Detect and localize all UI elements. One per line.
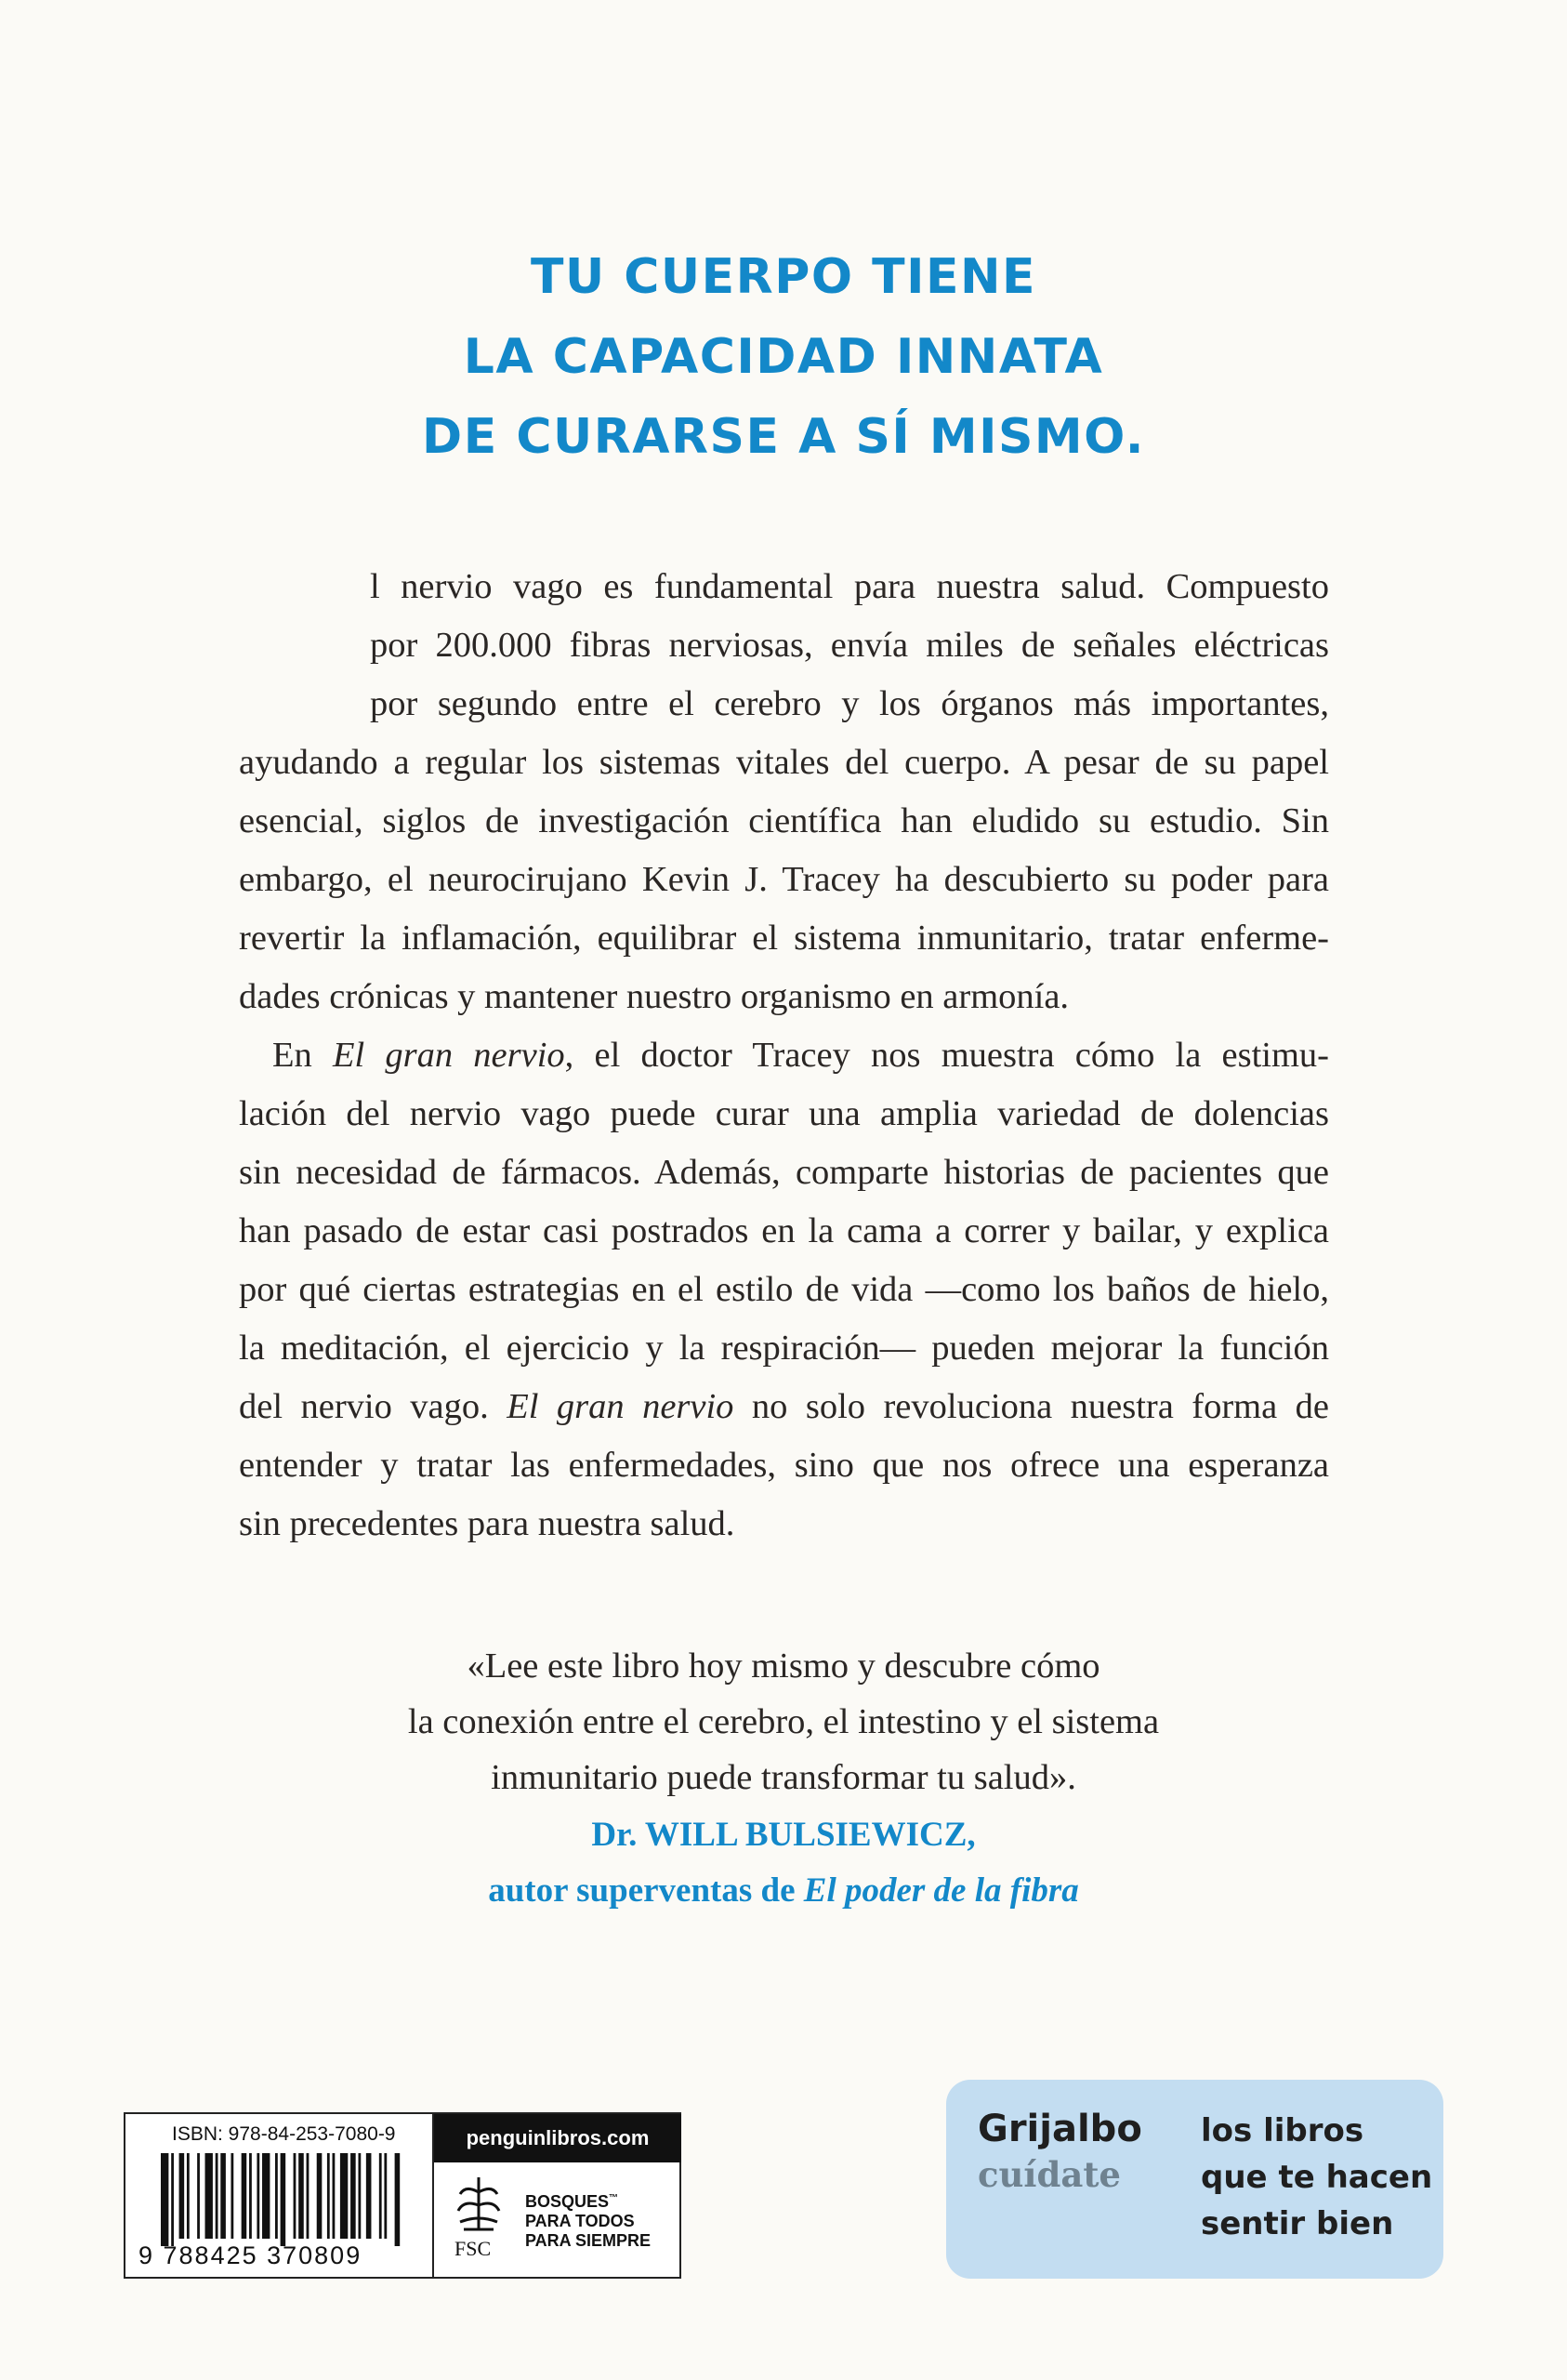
- slogan-line-2: que te hacen: [1201, 2159, 1433, 2196]
- synopsis-line: sin necesidad de fármacos. Además, comparte historias de pacientes que: [239, 1153, 1329, 1192]
- synopsis-line: por qué ciertas estrategias en el estilo de vida —como los baños de hielo,: [239, 1270, 1329, 1309]
- synopsis-line: por 200.000 fibras nerviosas, envía miles de señales eléctricas: [370, 626, 1329, 665]
- synopsis-text: , el doctor Tracey nos muestra cómo la estimu-: [564, 1036, 1329, 1075]
- role-prefix: autor superventas de: [488, 1871, 804, 1910]
- slogan-line-1: los libros: [1201, 2112, 1364, 2149]
- synopsis-line: embargo, el neurocirujano Kevin J. Tracey ha descubierto su poder para: [239, 860, 1329, 899]
- fsc-slogan: [525, 2188, 651, 2251]
- barcode-bar: [171, 2153, 174, 2246]
- barcode-bar: [220, 2153, 226, 2239]
- synopsis-text: En: [272, 1036, 333, 1075]
- synopsis: [239, 558, 1329, 1554]
- synopsis-text: no solo revoluciona nuestra forma de: [733, 1387, 1329, 1426]
- quote-author-role: [0, 1863, 1567, 1919]
- publisher-slogan: [1201, 2108, 1432, 2247]
- blurb-quote: [0, 1638, 1567, 1805]
- fsc-label: FSC: [454, 2237, 492, 2260]
- barcode-section: [125, 2114, 432, 2277]
- slogan-line-3: sentir bien: [1201, 2205, 1394, 2242]
- barcode-bar: [249, 2153, 252, 2239]
- isbn-digits: 9 788425 370809: [138, 2241, 362, 2269]
- synopsis-line: l nervio vago es fundamental para nuestra salud. Compuesto: [370, 567, 1329, 606]
- synopsis-line: sin precedentes para nuestra salud.: [239, 1504, 735, 1543]
- barcode-bars: [161, 2153, 402, 2246]
- barcode-bar: [205, 2153, 213, 2239]
- barcode-bar: [298, 2153, 304, 2239]
- fsc-line-3: PARA SIEMPRE: [525, 2231, 652, 2250]
- barcode-bar: [340, 2153, 348, 2239]
- synopsis-line: por segundo entre el cerebro y los órganos más importantes,: [370, 684, 1329, 723]
- barcode-bar: [350, 2153, 356, 2239]
- barcode-bar: [187, 2153, 190, 2239]
- publisher-badge: [946, 2080, 1443, 2279]
- headline-line-3: DE CURARSE A SÍ MISMO.: [422, 409, 1145, 465]
- barcode-bar: [327, 2153, 330, 2239]
- barcode-bar: [216, 2153, 218, 2239]
- barcode-bar: [275, 2153, 278, 2239]
- synopsis-line: revertir la inflamación, equilibrar el sistema inmunitario, tratar enferme-: [239, 919, 1329, 958]
- barcode-bar: [262, 2153, 270, 2239]
- synopsis-line: han pasado de estar casi postrados en la cama a correr y bailar, y explica: [239, 1211, 1329, 1250]
- fsc-line-2: PARA TODOS: [525, 2212, 635, 2230]
- synopsis-line: ayudando a regular los sistemas vitales del cuerpo. A pesar de su papel: [239, 743, 1329, 782]
- trademark-mark: ™: [609, 2193, 619, 2203]
- barcode-bar: [384, 2153, 387, 2239]
- headline-line-2: LA CAPACIDAD INNATA: [463, 329, 1104, 385]
- barcode-bar: [242, 2153, 247, 2239]
- fsc-line-1: [525, 2188, 651, 2212]
- barcode-bar: [230, 2153, 233, 2239]
- barcode-bar: [379, 2153, 382, 2239]
- synopsis-line: entender y tratar las enfermedades, sino que nos ofrece una esperanza: [239, 1446, 1329, 1485]
- quote-author: Dr. WILL BULSIEWICZ,: [591, 1816, 976, 1854]
- barcode-bar: [281, 2153, 286, 2246]
- role-book-title: El poder de la fibra: [803, 1871, 1079, 1910]
- synopsis-line: esencial, siglos de investigación científica han eludido su estudio. Sin: [239, 801, 1329, 840]
- barcode-bar: [179, 2153, 185, 2239]
- barcode-bar: [307, 2153, 309, 2239]
- barcode-bar: [358, 2153, 361, 2239]
- synopsis-text: del nervio vago.: [239, 1387, 507, 1426]
- barcode-bar: [395, 2153, 401, 2246]
- publisher-name: Grijalbo: [978, 2108, 1142, 2150]
- synopsis-line: la meditación, el ejercicio y la respiración— pueden mejorar la función: [239, 1329, 1329, 1368]
- headline: [0, 237, 1567, 477]
- publisher-info-section: [432, 2114, 681, 2277]
- isbn-label: ISBN: 978-84-253-7080-9: [172, 2123, 396, 2145]
- quote-line-3: inmunitario puede transformar tu salud».: [491, 1758, 1076, 1797]
- barcode-panel: [124, 2112, 681, 2279]
- barcode-bar: [333, 2153, 336, 2239]
- quote-line-2: la conexión entre el cerebro, el intestino y el sistema: [407, 1702, 1160, 1741]
- book-title-italic: El gran nervio: [507, 1387, 734, 1426]
- website-label: penguinlibros.com: [434, 2114, 681, 2162]
- synopsis-line: dades crónicas y mantener nuestro organismo en armonía.: [239, 977, 1070, 1016]
- quote-line-1: «Lee este libro hoy mismo y descubre cómo: [467, 1646, 1100, 1686]
- barcode-bar: [294, 2153, 296, 2239]
- fsc-tree-icon: [453, 2174, 505, 2235]
- headline-line-1: TU CUERPO TIENE: [530, 249, 1037, 305]
- synopsis-line: lación del nervio vago puede curar una amplia variedad de dolencias: [239, 1094, 1329, 1133]
- quote-attribution: [0, 1807, 1567, 1919]
- barcode-bar: [317, 2153, 323, 2239]
- barcode-bar: [257, 2153, 259, 2239]
- barcode-bar: [197, 2153, 200, 2239]
- book-title-italic: El gran nervio: [332, 1036, 565, 1075]
- synopsis-line: [239, 1026, 1329, 1085]
- synopsis-line: [239, 1378, 1329, 1436]
- collection-name: cuídate: [978, 2154, 1121, 2195]
- barcode-bar: [366, 2153, 372, 2239]
- fsc-line-1-text: BOSQUES: [525, 2192, 610, 2211]
- barcode-bar: [161, 2153, 168, 2246]
